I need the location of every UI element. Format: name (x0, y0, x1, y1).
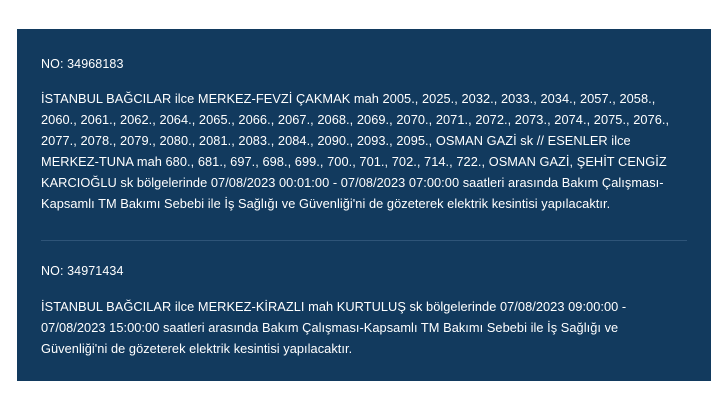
outage-notice-panel (17, 29, 711, 381)
outage-notice-item (41, 56, 687, 214)
notice-text: İSTANBUL BAĞCILAR ilce MERKEZ-KİRAZLI mah KURTULUŞ sk bölgelerinde 07/08/2023 09:00:00 - 07/08/2023 15:00:00 saatleri arasında Bakım Çalışması-Kapsamlı TM Bakımı Sebebi ile İş Sağlığı ve Güvenliği'ni de gözeterek elektrik kesintisi yapılacaktır. (41, 299, 627, 356)
notice-text: İSTANBUL BAĞCILAR ilce MERKEZ-FEVZİ ÇAKMAK mah 2005., 2025., 2032., 2033., 2034., 2057., 2058., 2060., 2061., 2062., 2064., 2065., 2066., 2067., 2068., 2069., 2070., 2071., 2072., 2073., 2074., 2075., 2076., 2077., 2078., 2079., 2080., 2081., 2083., 2084., 2090., 2093., 2095., OSMAN GAZİ sk // ESENLER ilce MERKEZ-TUNA mah 680., 681., 697., 698., 699., 700., 701., 702., 714., 722., OSMAN GAZİ, ŞEHİT CENGİZ KARCIOĞLU sk bölgelerinde 07/08/2023 00:01:00 - 07/08/2023 07:00:00 saatleri arasında Bakım Çalışması-Kapsamlı TM Bakımı Sebebi ile İş Sağlığı ve Güvenliği'ni de gözeterek elektrik kesintisi yapılacaktır. (41, 91, 670, 211)
outage-notice-item (41, 263, 687, 359)
notice-divider (41, 240, 687, 241)
notice-number: NO: 34971434 (41, 264, 124, 278)
notice-number: NO: 34968183 (41, 57, 124, 71)
